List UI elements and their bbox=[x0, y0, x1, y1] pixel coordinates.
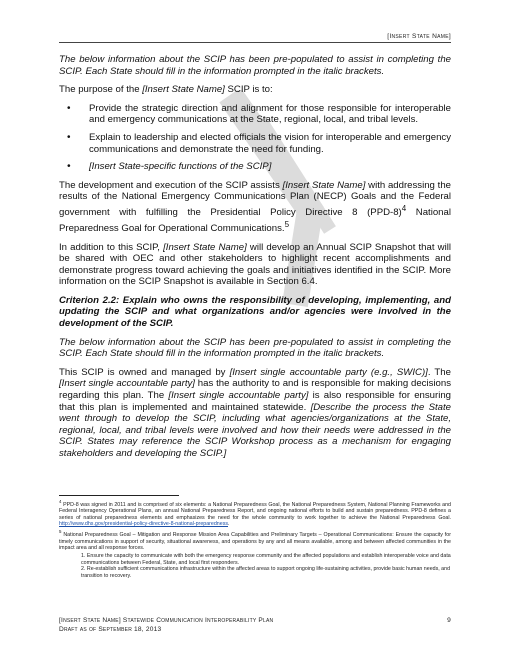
footnote-ref-4[interactable]: 4 bbox=[401, 203, 407, 213]
footnote-4: $^4$ PPD-8 was signed in 2011 and is comprised of six elements: a National Preparedness Goal, the National Preparedness System, National Planning Frameworks and Federal Interagency Operational Plans, an annual National Preparedness Report, and ongoing national efforts to build and sustain preparedness. PPD-8 defines a series of national preparedness elements and emphasizes the need for the whole community to work together to achieve the National Preparedness Goal. http://www.dhs.gov/presidential-policy-directive-8-national-preparedness. bbox=[59, 499, 451, 527]
running-header: [Insert State Name] bbox=[387, 33, 451, 40]
footnotes bbox=[59, 499, 451, 579]
purpose-list bbox=[59, 103, 451, 173]
page-footer bbox=[59, 617, 451, 634]
prepopulated-note-2: The below information about the SCIP has been pre-populated to assist in completing the SCIP. Each State should fill in the information prompted in the italic brackets. bbox=[59, 336, 451, 360]
purpose-item-leadership: • Explain to leadership and elected officials the vision for interoperable and emergency communications and demonstrate the need for funding. bbox=[59, 132, 451, 155]
purpose-item-state-specific: • [Insert State-specific functions of the SCIP] bbox=[59, 161, 451, 173]
snapshot-paragraph: In addition to this SCIP, [Insert State Name] will develop an Annual SCIP Snapshot that will be shared with OEC and other stakeholders to highlight recent accomplishments and demonstrate progress toward achieving the goals and initiatives identified in the SCIP. More information on the SCIP Snapshot is available in Section 6.4. bbox=[59, 241, 451, 288]
state-name-placeholder: [Insert State Name] bbox=[163, 241, 247, 253]
header-rule bbox=[59, 42, 451, 43]
ownership-paragraph: This SCIP is owned and managed by [Insert single accountable party (e.g., SWIC)]. The [Insert single accountable party] has the authority to and is responsible for making decisions regarding this plan. The [Insert single accountable party] is also responsible for ensuring that this plan is implemented and maintained statewide. [Describe the process the State went through to develop the SCIP, including what agencies/organizations at the State, regional, local, and tribal levels were involved and how their needs were addressed in the SCIP. States may reference the SCIP Workshop process as a mechanism for engaging stakeholders and developing the SCIP.] bbox=[59, 366, 452, 459]
footnote-separator bbox=[59, 495, 179, 496]
state-name-placeholder: [Insert State Name] bbox=[282, 179, 366, 191]
main-content bbox=[59, 54, 451, 467]
page-number: 9 bbox=[447, 617, 451, 624]
state-name-placeholder: [Insert State Name] bbox=[142, 84, 225, 96]
footnote-5: $^5$ National Preparedness Goal – Mitigation and Response Mission Area Capabilities and Preliminary Targets – Operational Communications: Ensure the capacity for timely communications in support of security, situational awareness, and operations by any and all means available, among and between affected communities in the impact area and all response forces. bbox=[59, 529, 451, 551]
footnote-ref-5[interactable]: 5 bbox=[284, 219, 290, 229]
footnote-5-item: 1. Ensure the capacity to communicate with both the emergency response community and the affected populations and establish interoperable voice and data communications between Federal, State, and local first responders. bbox=[81, 553, 451, 566]
criterion-heading: Criterion 2.2: Explain who owns the responsibility of developing, implementing, and updating the SCIP and what organizations and/or agencies were involved in the development of the SCIP. bbox=[59, 294, 451, 330]
development-paragraph: The development and execution of the SCIP assists [Insert State Name] with addressing the results of the National Emergency Communications Plan (NECP) Goals and the Federal government with fulfilling the Presidential Policy Directive 8 $(PPD-8)^4$ National Preparedness Goal for Operational Communications.$^5$ bbox=[59, 179, 451, 234]
footnote-5-list bbox=[59, 553, 451, 579]
ppd8-link[interactable]: http://www.dhs.gov/presidential-policy-directive-8-national-preparedness bbox=[59, 520, 228, 527]
footer-draft-date: Draft as of September 18, 2013 bbox=[59, 625, 162, 633]
footnote-5-item: 2. Re-establish sufficient communications infrastructure within the affected areas to support ongoing life-sustaining activities, provide basic human needs, and transition to recovery. bbox=[81, 566, 451, 579]
purpose-intro: The purpose of the [Insert State Name] SCIP is to: bbox=[59, 84, 273, 96]
prepopulated-note: The below information about the SCIP has been pre-populated to assist in completing the SCIP. Each State should fill in the information prompted in the italic brackets. bbox=[59, 54, 451, 77]
footer-title: [Insert State Name] Statewide Communication Interoperability Plan bbox=[59, 617, 274, 624]
purpose-item-strategic: • Provide the strategic direction and alignment for those responsible for interoperable and emergency communications at the State, regional, local, and tribal levels. bbox=[59, 103, 451, 126]
